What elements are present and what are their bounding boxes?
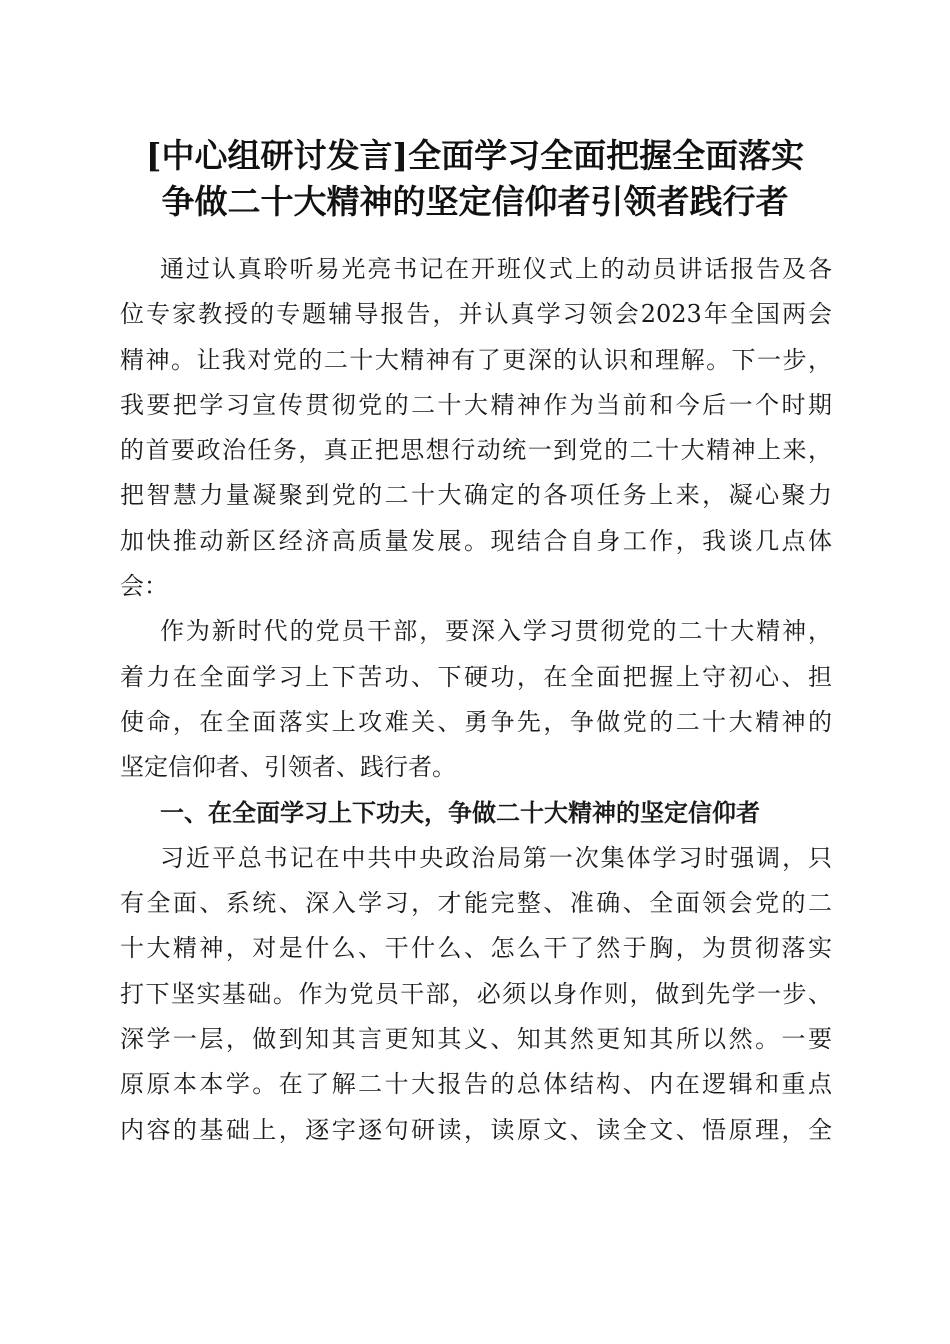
text-line: 把智慧力量凝聚到党的二十大确定的各项任务上来，凝心聚力 bbox=[120, 481, 832, 510]
text-line: 使命，在全面落实上攻难关、勇争先，争做党的二十大精神的 bbox=[120, 707, 832, 736]
text-line: 坚定信仰者、引领者、践行者。 bbox=[120, 753, 456, 782]
section-heading-1: 一、在全面学习上下功夫，争做二十大精神的坚定信仰者 bbox=[160, 798, 760, 827]
title-line-1: [中心组研讨发言]全面学习全面把握全面落实 bbox=[145, 136, 805, 175]
text-line: 会： bbox=[120, 572, 168, 601]
document-body bbox=[120, 247, 832, 1153]
text-line: 打下坚实基础。作为党员干部，必须以身作则，做到先学一步、 bbox=[120, 979, 832, 1008]
text-line: 作为新时代的党员干部，要深入学习贯彻党的二十大精神， bbox=[160, 617, 832, 646]
text-line: 加快推动新区经济高质量发展。现结合自身工作，我谈几点体 bbox=[120, 526, 832, 555]
text-line: 原原本本学。在了解二十大报告的总体结构、内在逻辑和重点 bbox=[120, 1070, 832, 1099]
paragraph-1 bbox=[120, 247, 832, 609]
text-line: 的首要政治任务，真正把思想行动统一到党的二十大精神上来， bbox=[120, 436, 832, 465]
text-line: 位专家教授的专题辅导报告，并认真学习领会2023年全国两会 bbox=[120, 300, 832, 329]
title-line-2: 争做二十大精神的坚定信仰者引领者践行者 bbox=[161, 182, 789, 221]
text-line: 通过认真聆听易光亮书记在开班仪式上的动员讲话报告及各 bbox=[160, 255, 832, 283]
text-line: 精神。让我对党的二十大精神有了更深的认识和理解。下一步， bbox=[120, 345, 832, 374]
document-title bbox=[60, 133, 890, 225]
text-line: 着力在全面学习上下苦功、下硬功，在全面把握上守初心、担 bbox=[120, 662, 832, 691]
paragraph-2 bbox=[120, 609, 832, 790]
text-line: 习近平总书记在中共中央政治局第一次集体学习时强调，只 bbox=[160, 843, 832, 872]
paragraph-3 bbox=[120, 836, 832, 1153]
text-line: 内容的基础上，逐字逐句研读，读原文、读全文、悟原理，全 bbox=[120, 1115, 832, 1144]
text-line: 有全面、系统、深入学习，才能完整、准确、全面领会党的二 bbox=[120, 889, 832, 918]
text-line: 十大精神，对是什么、干什么、怎么干了然于胸，为贯彻落实 bbox=[120, 934, 832, 963]
text-line: 我要把学习宣传贯彻党的二十大精神作为当前和今后一个时期 bbox=[120, 390, 832, 419]
text-line: 深学一层，做到知其言更知其义、知其然更知其所以然。一要 bbox=[120, 1025, 832, 1054]
